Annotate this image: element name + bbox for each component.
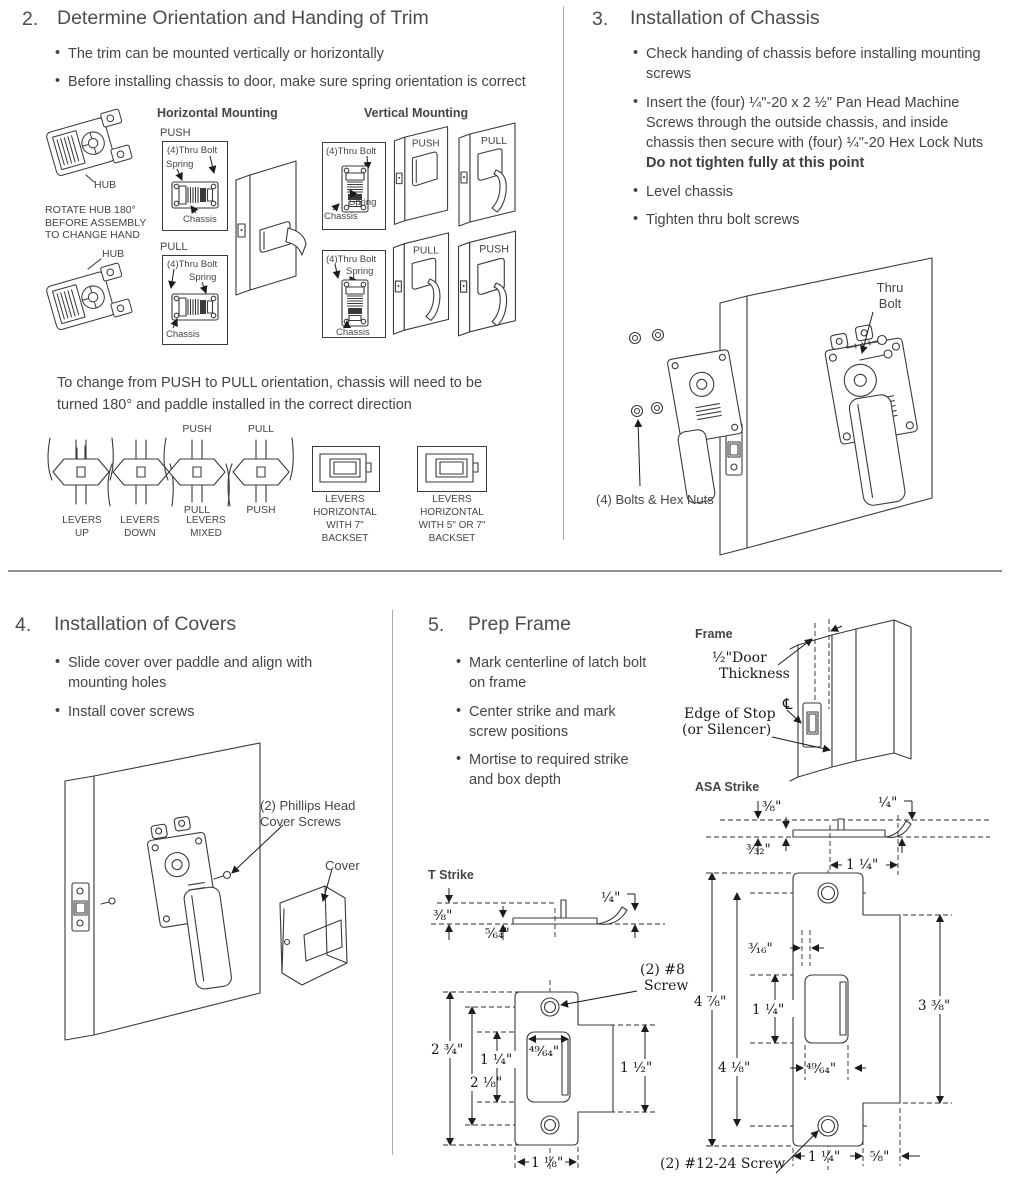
push-label: PUSH [246,504,276,516]
bullet: • Before installing chassis to door, make sure spring orientation is correct [68,72,548,92]
dim-49-64: ⁴⁹⁄₆₄" [806,1061,837,1077]
levers-up-caption: LEVERS UP [62,515,102,539]
dim-4-1-8: 4 ¹⁄₈" [718,1060,751,1076]
bullet: • Center strike and mark screw positions [469,702,647,743]
push-label: PUSH [160,127,191,139]
horizontal-mounting-title: Horizontal Mounting [157,106,278,120]
cover-installation-diagram [35,733,405,1063]
dim-1-1-8: 1 ¹⁄₈" [531,1155,564,1171]
door-vertical-pull-2 [388,226,454,342]
section-3-number: 3. [592,8,609,30]
levers-mixed-figure-1 [164,423,229,516]
rotate-hub-note: ROTATE HUB 180° BEFORE ASSEMBLY TO CHANGE HAND [45,204,147,242]
door-thickness-line2: Thickness [719,666,790,682]
lever-orientation-figures [50,418,310,518]
dim-1-1-2: 1 ¹⁄₂" [620,1060,653,1076]
thru-bolt-label: (4)Thru Bolt [167,259,218,270]
bolts-hex-nuts-callout: (4) Bolts & Hex Nuts [596,492,714,507]
bullet-text: Insert the (four) ¼"-20 x 2 ½" Pan Head Machine Screws through the outside chassis, and inside chassis then secure with (four) ¼"-20 Hex Lock Nuts [646,94,984,152]
dim-4-7-8: 4 ⁷⁄₈" [694,994,727,1010]
edge-of-stop-line2: (or Silencer) [682,722,772,738]
section-4-title: Installation of Covers [54,613,237,635]
door-vertical-push-2 [452,224,522,344]
phillips-screws-callout: (2) Phillips Head Cover Screws [260,798,356,830]
cover-callout: Cover [325,858,360,873]
spring-label: Spring [166,159,194,170]
spring-label: Spring [346,266,374,277]
door-horizontal-mounting [230,152,314,304]
dim-3-32: ³⁄₃₂" [746,842,771,858]
chassis-label: Chassis [183,214,217,225]
dim-49-64: ⁴⁹⁄₆₄" [529,1044,560,1060]
push-label: PUSH [411,138,440,150]
chassis-label: Chassis [336,327,370,338]
bullet: • Mortise to required strike and box depth [469,750,647,791]
section-2-bullets [68,44,548,101]
pull-label: PULL [413,245,439,257]
thru-bolt-line1: Thru [876,280,904,295]
levers-horizontal-7-drawing [313,447,379,491]
levers-horizontal-7-box [312,446,380,492]
dim-1-4: ¹⁄₄" [601,890,621,906]
chassis-box-h-pull-drawing [163,256,227,344]
chassis-box-v2-drawing [323,251,385,337]
asa-strike-profile [690,791,1010,875]
dim-5-64: ⁵⁄₆₄" [485,926,510,942]
push-label: PUSH [182,423,212,435]
dim-3-8: ³⁄₈" [762,799,782,815]
change-orientation-note: To change from PUSH to PULL orientation, chassis will need to be turned 180° and paddle installed in the correct direction [57,375,483,413]
divider-top-vertical [563,6,564,540]
door-vertical-push-1 [388,120,454,232]
levers-mixed-figure-2 [228,423,293,516]
vertical-mounting-title: Vertical Mounting [364,106,469,120]
levers-mixed-caption: LEVERS MIXED [186,515,226,539]
bullet: • Mark centerline of latch bolt on frame [469,653,647,694]
edge-of-stop-line1: Edge of Stop [684,706,776,722]
hub-label: HUB [102,248,125,260]
levers-up-figure [48,438,113,504]
levers-horizontal-5-7-box [417,446,487,492]
spring-label: Spring [349,197,377,208]
section-2-number: 2. [22,8,39,30]
asa-strike-plan [690,868,1010,1192]
levers-horizontal-7-caption: LEVERS HORIZONTAL WITH 7" BACKSET [313,494,377,544]
levers-horizontal-5-7-drawing [418,447,486,491]
thru-bolt-line2: Bolt [878,296,902,312]
dim-1-1-4: 1 ¹⁄₄" [480,1052,513,1068]
frame-title: Frame [695,627,733,641]
chassis-box-h-pull [162,255,228,345]
hub-diagram-top [38,103,146,195]
thru-bolt-label: (4)Thru Bolt [326,146,377,157]
dim-5-8: ⁵⁄₈" [870,1149,890,1165]
levers-horizontal-5-7-caption: LEVERS HORIZONTAL WITH 5" OR 7" BACKSET [418,494,486,544]
pull-label: PULL [160,241,188,253]
dim-1-4: ¹⁄₄" [878,795,898,811]
do-not-tighten-note: Do not tighten fully at this point [646,155,865,172]
spring-label: Spring [189,272,217,283]
chassis-label: Chassis [166,329,200,340]
thru-bolt-label: (4)Thru Bolt [326,254,377,265]
dim-1-1-4-top: 1 ¹⁄₄" [846,857,879,873]
door-vertical-pull-1 [452,116,522,234]
hub-label: HUB [94,179,117,191]
dim-3-8: ³⁄₈" [433,908,453,924]
section-4-number: 4. [15,614,32,636]
chassis-label: Chassis [324,211,358,222]
hub-diagram-bottom [38,245,148,345]
asa-screw-callout: (2) #12-24 Screw [660,1156,786,1172]
t-strike-title: T Strike [428,868,474,882]
chassis-box-v2 [322,250,386,338]
section-2-title: Determine Orientation and Handing of Trim [57,7,429,29]
t-screw-callout [640,962,710,994]
push-label: PUSH [479,243,509,256]
chassis-box-v1-drawing [323,143,385,229]
t-screw-line1: (2) #8 [640,962,685,978]
bullet: • Level chassis [646,182,984,202]
thru-bolt-callout [864,280,916,313]
asa-strike-title: ASA Strike [695,780,760,794]
hex-nuts [630,330,664,417]
bullet [646,93,984,174]
pull-label: PULL [183,504,211,516]
bullet: • Slide cover over paddle and align with mounting holes [68,653,320,694]
dim-2-3-4: 2 ³⁄₄" [431,1042,464,1058]
section-3-title: Installation of Chassis [630,7,820,29]
bullet: • Check handing of chassis before installing mounting screws [646,44,984,85]
dim-1-1-4-bottom: 1 ¹⁄₄" [808,1149,841,1165]
bullet: • The trim can be mounted vertically or horizontally [68,44,548,64]
pull-label: PULL [247,423,275,435]
section-5-title: Prep Frame [468,613,571,635]
chassis-box-v1 [322,142,386,230]
levers-down-caption: LEVERS DOWN [120,515,160,539]
dim-1-1-4-opening: 1 ¹⁄₄" [752,1002,785,1018]
dim-3-3-8: 3 ³⁄₈" [918,998,951,1014]
cover-drawing [280,886,347,985]
pull-label: PULL [480,135,508,147]
thru-bolt-label: (4)Thru Bolt [167,145,218,156]
t-strike-profile [425,876,685,958]
chassis-box-h-push-drawing [163,142,227,230]
levers-down-figure [108,440,173,506]
dim-3-16: ³⁄₁₆" [748,941,773,957]
chassis-installation-diagram [585,248,1010,566]
centerline-symbol: ℄ [783,695,793,713]
section-4-bullets [68,653,320,730]
section-5-number: 5. [428,614,445,636]
bullet: • Install cover screws [68,702,320,722]
section-5-bullets [469,653,647,799]
door-thickness-line1: ¹⁄₂"Door [712,650,767,666]
bullet: • Tighten thru bolt screws [646,210,984,230]
t-screw-line2: Screw [644,978,689,995]
chassis-box-h-push [162,141,228,231]
divider-horizontal [8,570,1002,572]
dim-2-1-8: 2 ¹⁄₈" [470,1075,503,1091]
section-3-bullets [646,44,984,238]
